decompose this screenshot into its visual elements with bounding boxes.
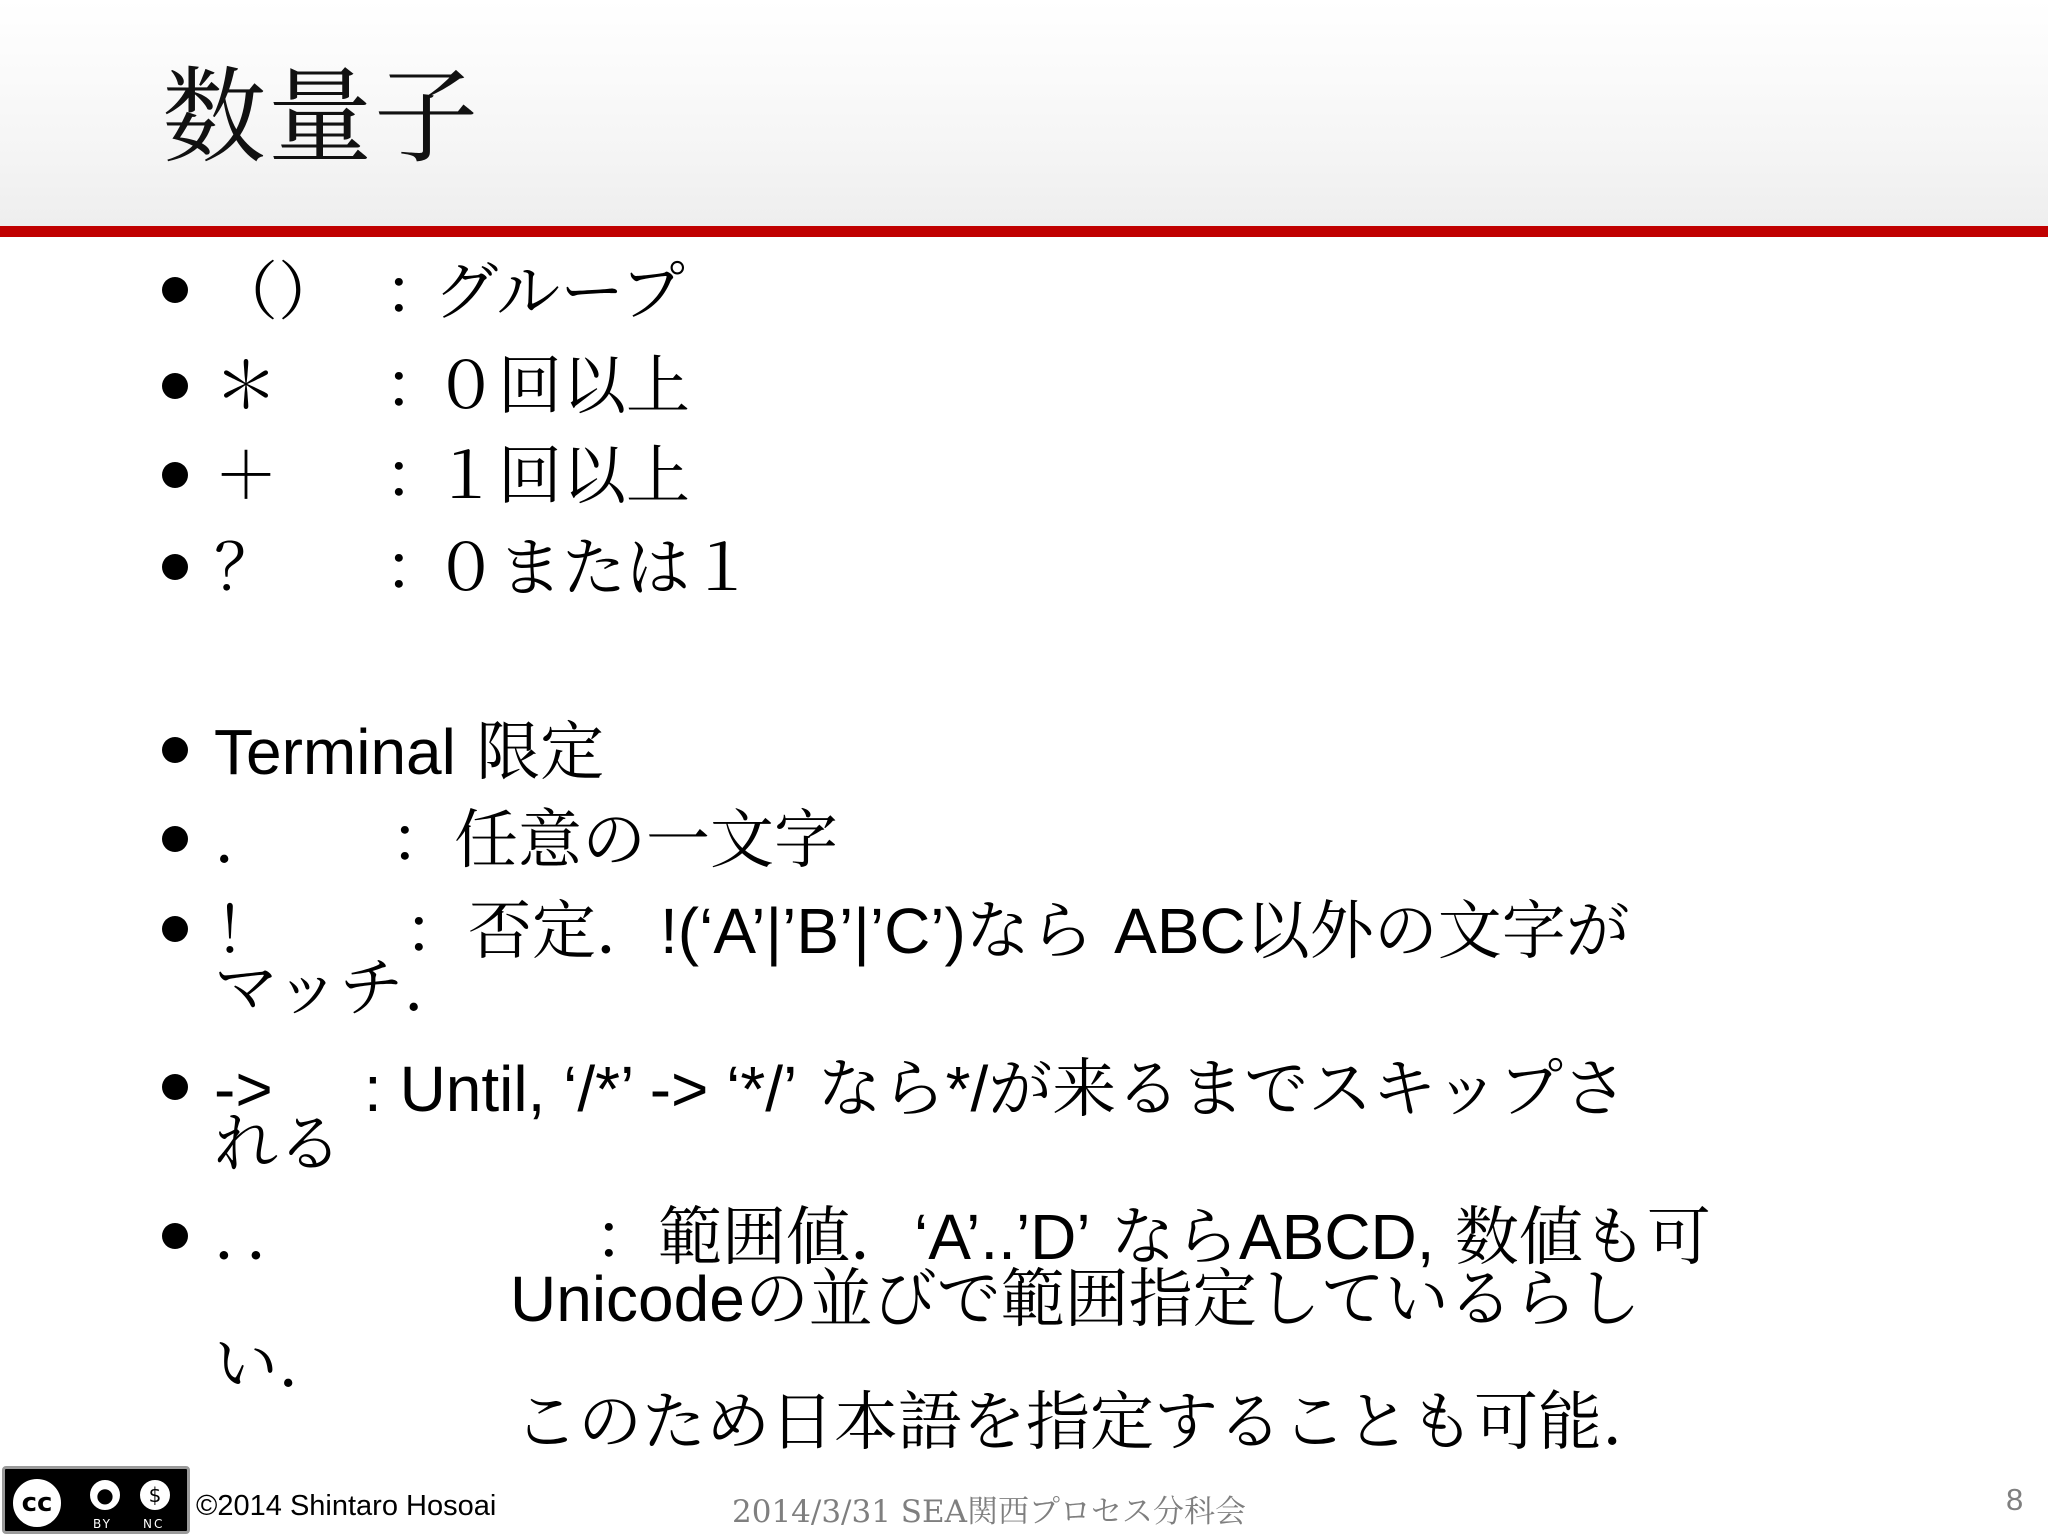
- desc-question: ０または１: [434, 532, 754, 606]
- desc-not-example: !(‘A’|’B’|’C’): [660, 895, 966, 967]
- desc-not-pre: ：否定．: [404, 895, 660, 969]
- bullet-dot: [162, 277, 188, 303]
- bullet-list: （） ：グループ ＊ ：０回以上 ＋ ：１回以上 ？ ：０または１ Terminal 限定 . ：任意の一文字 ！ ：否定．!(‘A’|’B’|’C’)なら ABC以外の文字が マッチ. -> : Until, ‘/*’ -> ‘*/’ なら*/が来るまでスキップさ れる ．． ：範囲値．‘A’..’D’ ならABCD, 数値も可 Unicodeの並びで範囲指定しているらし い. このため日本語を指定することも可能.: [0, 0, 2048, 1536]
- bullet-dot: [162, 373, 188, 399]
- terminal-heading-latin: Terminal: [214, 716, 456, 788]
- noncommercial-icon: $: [137, 1477, 173, 1513]
- bullet-dot: [162, 1223, 188, 1249]
- desc-star: ０回以上: [434, 350, 690, 424]
- symbol-not: ！: [214, 895, 278, 969]
- desc-group: グループ: [434, 256, 685, 330]
- nc-label: NC: [143, 1517, 165, 1531]
- bullet-dot: [162, 916, 188, 942]
- attribution-icon: ●: [87, 1477, 123, 1513]
- cc-icon: cc: [9, 1475, 65, 1531]
- event-info: 2014/3/31 SEA関西プロセス分科会: [732, 1494, 1247, 1530]
- desc-range-pre: ：範囲値．: [594, 1201, 914, 1275]
- desc-until-latin: : Until, ‘/*’ -> ‘*/’: [364, 1053, 798, 1125]
- symbol-dot: .: [214, 804, 235, 878]
- bullet-dot: [162, 826, 188, 852]
- range-note-jp: の並びで範囲指定しているらし: [744, 1263, 1641, 1337]
- bullet-dot: [162, 1074, 188, 1100]
- slide-title: 数量子: [162, 56, 481, 178]
- range-note-latin: Unicode: [510, 1263, 745, 1335]
- desc-until-cont: れる: [214, 1108, 342, 1182]
- desc-plus: １回以上: [434, 440, 690, 514]
- desc-dot: ：任意の一文字: [390, 804, 838, 878]
- cc-license-badge: [2, 1466, 190, 1534]
- bullet-dot: [162, 554, 188, 580]
- bullet-dot: [162, 462, 188, 488]
- range-note-cont: い.: [214, 1328, 299, 1402]
- range-note-2: このため日本語を指定することも可能.: [514, 1386, 1623, 1460]
- by-label: BY: [93, 1517, 112, 1531]
- copyright: ©2014 Shintaro Hosoai: [196, 1490, 497, 1522]
- symbol-plus: ＋: [214, 440, 278, 514]
- desc-not-cont: マッチ.: [214, 952, 424, 1026]
- terminal-heading-jp: 限定: [476, 716, 605, 790]
- symbol-group: （）: [214, 256, 342, 330]
- symbol-range: ．．: [214, 1201, 310, 1275]
- bullet-dot: [162, 737, 188, 763]
- symbol-star: ＊: [214, 350, 278, 424]
- page-number: 8: [2006, 1482, 2024, 1517]
- symbol-question: ？: [214, 532, 278, 606]
- symbol-until: ->: [214, 1053, 273, 1125]
